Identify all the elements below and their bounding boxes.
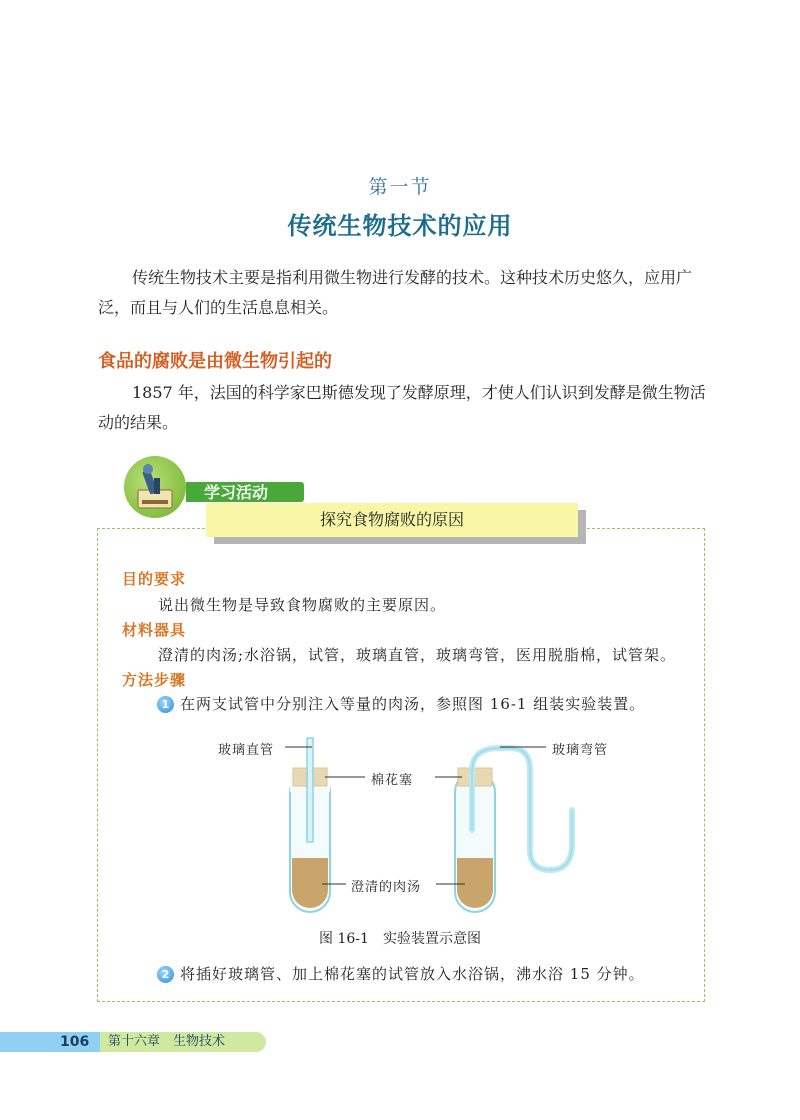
right-test-tube [455,748,572,912]
step-1-text: 在两支试管中分别注入等量的肉汤，参照图 16-1 组装实验装置。 [180,695,646,713]
broth-left [292,858,328,908]
materials-heading: 材料器具 [122,621,187,639]
label-straight-tube: 玻璃直管 [218,743,275,758]
section-title: 传统生物技术的应用 [287,212,513,240]
page-number: 106 [60,1034,90,1050]
experiment-apparatus-figure [200,730,660,920]
figure-caption: 图 16-1 实验装置示意图 [319,931,481,947]
goal-heading: 目的要求 [122,570,187,588]
label-broth: 澄清的肉汤 [351,880,422,895]
intro-paragraph: 传统生物技术主要是指利用微生物进行发酵的技术。这种技术历史悠久，应用广泛，而且与人们的生活息息相关。 [98,268,693,317]
activity-title: 探究食物腐败的原因 [206,503,578,537]
step-2-text: 将插好玻璃管、加上棉花塞的试管放入水浴锅，沸水浴 15 分钟。 [180,965,645,983]
label-bent-tube: 玻璃弯管 [552,743,609,758]
activity-label: 学习活动 [204,483,269,502]
materials-text: 澄清的肉汤;水浴锅，试管，玻璃直管，玻璃弯管，医用脱脂棉，试管架。 [158,646,677,664]
left-test-tube [290,738,330,912]
label-cotton-plug: 棉花塞 [371,773,414,788]
topic-heading: 食品的腐败是由微生物引起的 [98,351,332,372]
method-heading: 方法步骤 [122,671,187,689]
section-number: 第一节 [368,176,432,198]
broth-right [457,858,493,908]
topic-paragraph: 1857 年，法国的科学家巴斯德发现了发酵原理，才使人们认识到发酵是微生物活动的结果。 [98,383,706,432]
microscope-icon-graphic [124,456,186,518]
step-2-number: 2 [157,966,174,983]
step-1-number: 1 [157,696,174,713]
straight-glass-tube [307,738,313,842]
chapter-label: 第十六章 生物技术 [100,1032,266,1052]
goal-text: 说出微生物是导致食物腐败的主要原因。 [158,596,447,614]
microscope-icon [124,456,186,518]
